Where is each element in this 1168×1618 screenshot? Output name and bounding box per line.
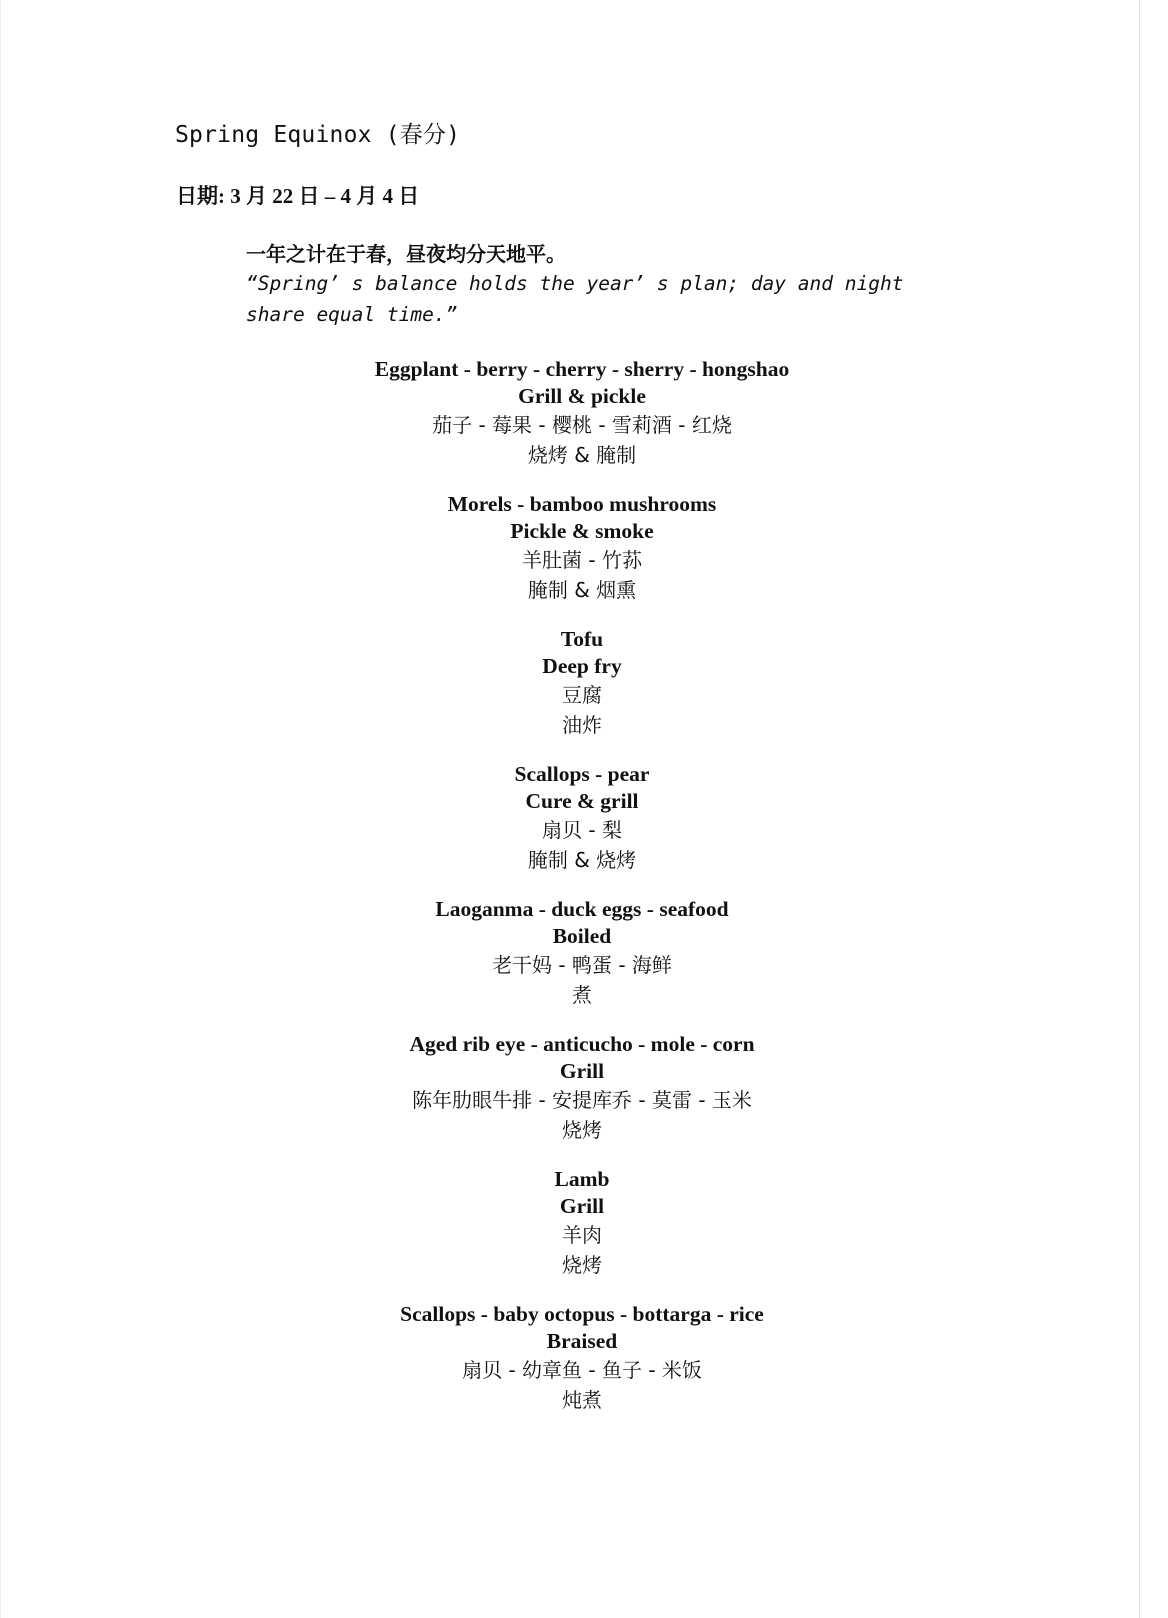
course-ingredients-zh: 陈年肋眼牛排 - 安提库乔 - 莫雷 - 玉米: [412, 1088, 752, 1112]
course-technique-zh: 煮: [572, 983, 592, 1007]
course-ingredients-en: Scallops - pear: [514, 762, 650, 786]
course-technique-en: Braised: [546, 1329, 618, 1353]
date-range: 日期: 3 月 22 日 – 4 月 4 日: [176, 184, 420, 208]
proverb-english-line-1: “Spring’ s balance holds the year’ s plan; day and night: [246, 272, 904, 295]
proverb-english: [246, 268, 946, 330]
course-8: [242, 1301, 922, 1415]
course-2: [242, 491, 922, 605]
course-6: [242, 1031, 922, 1145]
course-technique-zh: 炖煮: [562, 1388, 602, 1412]
course-ingredients-zh: 羊肚菌 - 竹荪: [522, 548, 642, 572]
course-list: [242, 356, 922, 1436]
course-ingredients-zh: 羊肉: [562, 1223, 602, 1247]
course-ingredients-zh: 扇贝 - 梨: [542, 818, 622, 842]
course-ingredients-en: Morels - bamboo mushrooms: [447, 492, 717, 516]
page-edge-left: [0, 0, 1, 1618]
course-technique-zh: 腌制 & 烟熏: [527, 578, 637, 602]
course-ingredients-en: Eggplant - berry - cherry - sherry - hongshao: [374, 357, 790, 381]
course-ingredients-en: Lamb: [554, 1167, 610, 1191]
course-7: [242, 1166, 922, 1280]
course-technique-en: Grill & pickle: [518, 384, 646, 408]
page-edge-right: [1139, 0, 1140, 1618]
course-ingredients-en: Aged rib eye - anticucho - mole - corn: [409, 1032, 755, 1056]
course-1: [242, 356, 922, 470]
course-5: [242, 896, 922, 1010]
course-3: [242, 626, 922, 740]
course-technique-en: Grill: [559, 1059, 605, 1083]
course-ingredients-en: Tofu: [560, 627, 604, 651]
course-ingredients-en: Scallops - baby octopus - bottarga - rice: [400, 1302, 764, 1326]
course-4: [242, 761, 922, 875]
course-technique-zh: 烧烤 & 腌制: [527, 443, 637, 467]
course-technique-en: Grill: [559, 1194, 605, 1218]
course-ingredients-en: Laoganma - duck eggs - seafood: [435, 897, 729, 921]
course-technique-en: Cure & grill: [525, 789, 639, 813]
proverb-english-line-2: share equal time.”: [246, 303, 458, 326]
course-technique-en: Boiled: [552, 924, 612, 948]
course-technique-en: Deep fry: [542, 654, 622, 678]
course-ingredients-zh: 扇贝 - 幼章鱼 - 鱼子 - 米饭: [462, 1358, 702, 1382]
course-technique-zh: 烧烤: [562, 1253, 602, 1277]
course-ingredients-zh: 茄子 - 莓果 - 樱桃 - 雪莉酒 - 红烧: [432, 413, 732, 437]
proverb-chinese: 一年之计在于春，昼夜均分天地平。: [246, 242, 566, 266]
course-technique-en: Pickle & smoke: [510, 519, 654, 543]
course-ingredients-zh: 豆腐: [562, 683, 602, 707]
course-technique-zh: 烧烤: [562, 1118, 602, 1142]
course-technique-zh: 腌制 & 烧烤: [527, 848, 637, 872]
course-ingredients-zh: 老干妈 - 鸭蛋 - 海鲜: [492, 953, 672, 977]
course-technique-zh: 油炸: [562, 713, 602, 737]
page-title: Spring Equinox (春分): [175, 122, 461, 148]
